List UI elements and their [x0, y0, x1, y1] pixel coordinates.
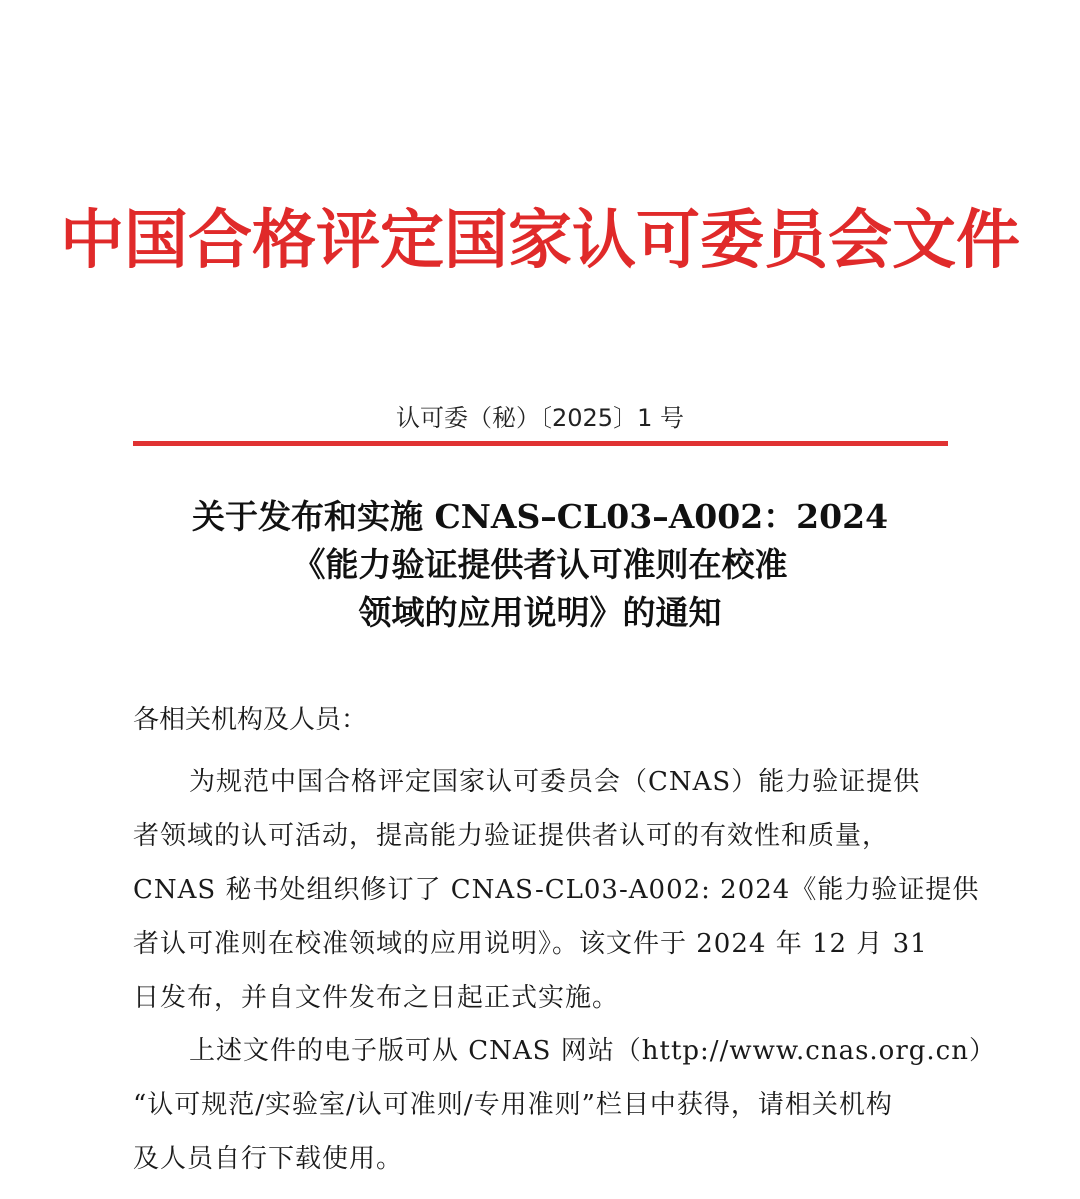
- salutation: 各相关机构及人员：: [133, 705, 368, 735]
- paragraph-line: “认可规范/实验室/认可准则/专用准则”栏目中获得，请相关机构: [133, 1090, 893, 1120]
- notice-title-line: 关于发布和实施 CNAS–CL03–A002：2024: [191, 497, 889, 536]
- paragraph-line: 者认可准则在校准领域的应用说明》。该文件于 2024 年 12 月 31: [133, 929, 928, 959]
- paragraph-line: CNAS 秘书处组织修订了 CNAS-CL03-A002: 2024《能力验证提供: [133, 875, 980, 905]
- paragraph-main: [133, 755, 980, 1025]
- paragraph-line: 及人员自行下载使用。: [133, 1144, 404, 1174]
- notice-title-line: 《能力验证提供者认可准则在校准: [292, 545, 788, 584]
- notice-title-line: 领域的应用说明》的通知: [358, 593, 722, 632]
- paragraph-line: 上述文件的电子版可从 CNAS 网站（http://www.cnas.org.cn）: [189, 1036, 996, 1066]
- red-divider-rule: [133, 441, 948, 446]
- paragraph-download: [133, 1024, 996, 1186]
- document-masthead: 中国合格评定国家认可委员会文件: [60, 203, 1020, 278]
- notice-title: [0, 493, 1080, 637]
- paragraph-line: 日发布，并自文件发布之日起正式实施。: [133, 983, 620, 1013]
- paragraph-line: 为规范中国合格评定国家认可委员会（CNAS）能力验证提供: [189, 767, 921, 797]
- paragraph-line: 者领域的认可活动，提高能力验证提供者认可的有效性和质量，: [133, 821, 890, 851]
- document-number: 认可委（秘）〔2025〕1 号: [396, 404, 684, 432]
